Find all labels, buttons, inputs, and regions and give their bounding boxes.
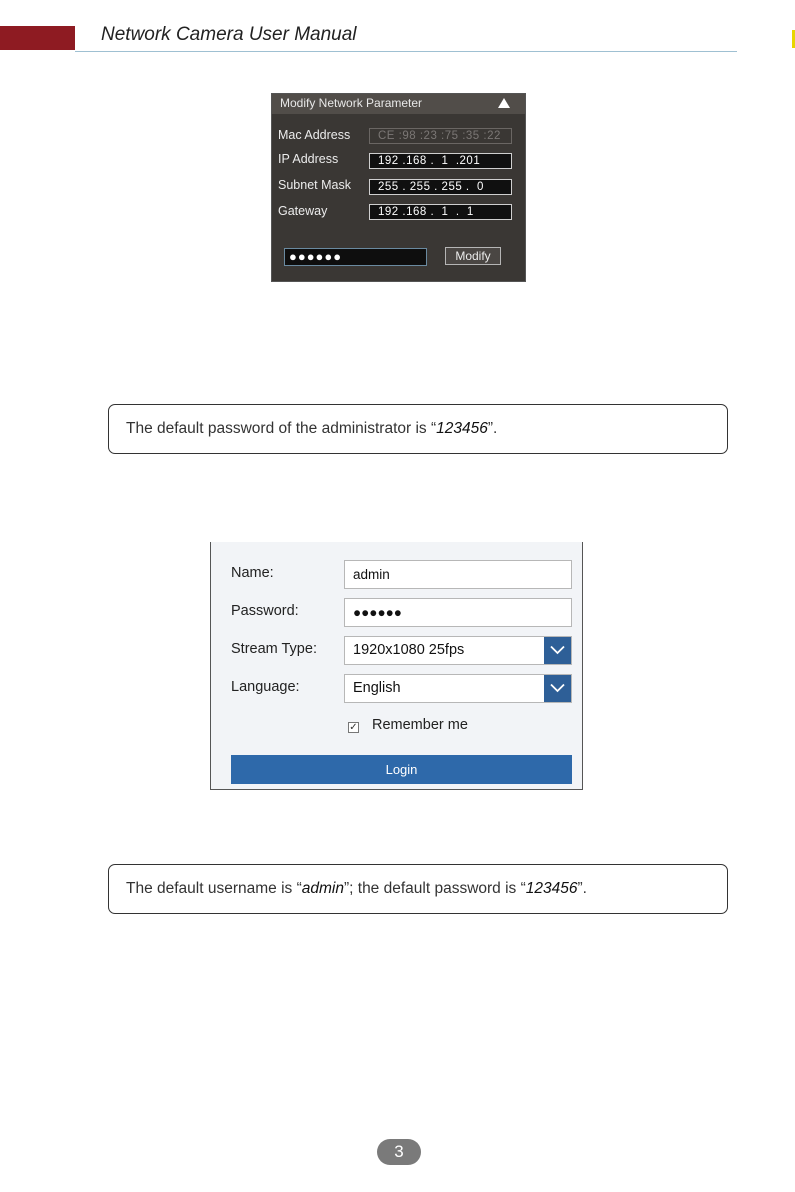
note-text: The default password of the administrator is “ — [126, 420, 437, 437]
mac-address-field: CE :98 :23 :75 :35 :22 — [369, 128, 512, 144]
panel-title: Modify Network Parameter — [280, 96, 423, 110]
remember-me-label: Remember me — [372, 717, 468, 733]
header-rule — [75, 51, 737, 52]
chevron-down-icon[interactable] — [544, 675, 571, 702]
name-input[interactable]: admin — [344, 560, 572, 589]
modify-network-panel — [271, 93, 526, 282]
note-end: ”. — [487, 420, 498, 437]
mac-address-label: Mac Address — [278, 128, 351, 142]
note-default-credentials — [108, 864, 728, 914]
note-password: 123456 — [436, 420, 488, 437]
note-end: ”. — [577, 880, 587, 897]
login-button[interactable]: Login — [231, 755, 572, 784]
language-select[interactable] — [344, 674, 572, 703]
password-input[interactable]: ●●●●●● — [344, 598, 572, 627]
stream-type-label: Stream Type: — [231, 641, 317, 657]
document-title: Network Camera User Manual — [101, 24, 357, 45]
chevron-down-icon[interactable] — [544, 637, 571, 664]
header-brand-bar — [0, 26, 75, 50]
remember-me-checkbox[interactable]: ✓ — [349, 722, 358, 733]
note-text-mid: ”; the default password is “ — [343, 880, 526, 897]
stream-type-value: 1920x1080 25fps — [353, 642, 465, 658]
modify-button[interactable]: Modify — [445, 247, 501, 265]
admin-password-field[interactable]: ●●●●●● — [284, 248, 427, 266]
ip-address-field[interactable]: 192 .168 . 1 .201 — [369, 153, 512, 169]
note-username: admin — [301, 880, 344, 897]
subnet-mask-field[interactable]: 255 . 255 . 255 . 0 — [369, 179, 512, 195]
language-value: English — [353, 680, 401, 696]
ip-address-label: IP Address — [278, 152, 339, 166]
note-password: 123456 — [525, 880, 578, 897]
note-text: The default username is “ — [126, 880, 302, 897]
gateway-label: Gateway — [278, 204, 328, 218]
subnet-mask-label: Subnet Mask — [278, 178, 351, 192]
login-panel — [210, 542, 583, 790]
panel-header — [272, 94, 525, 114]
password-label: Password: — [231, 603, 299, 619]
collapse-arrow-icon[interactable] — [498, 98, 510, 108]
gateway-field[interactable]: 192 .168 . 1 . 1 — [369, 204, 512, 220]
stream-type-select[interactable] — [344, 636, 572, 665]
language-label: Language: — [231, 679, 300, 695]
page-number: 3 — [377, 1139, 421, 1165]
name-label: Name: — [231, 565, 274, 581]
note-default-admin-password — [108, 404, 728, 454]
